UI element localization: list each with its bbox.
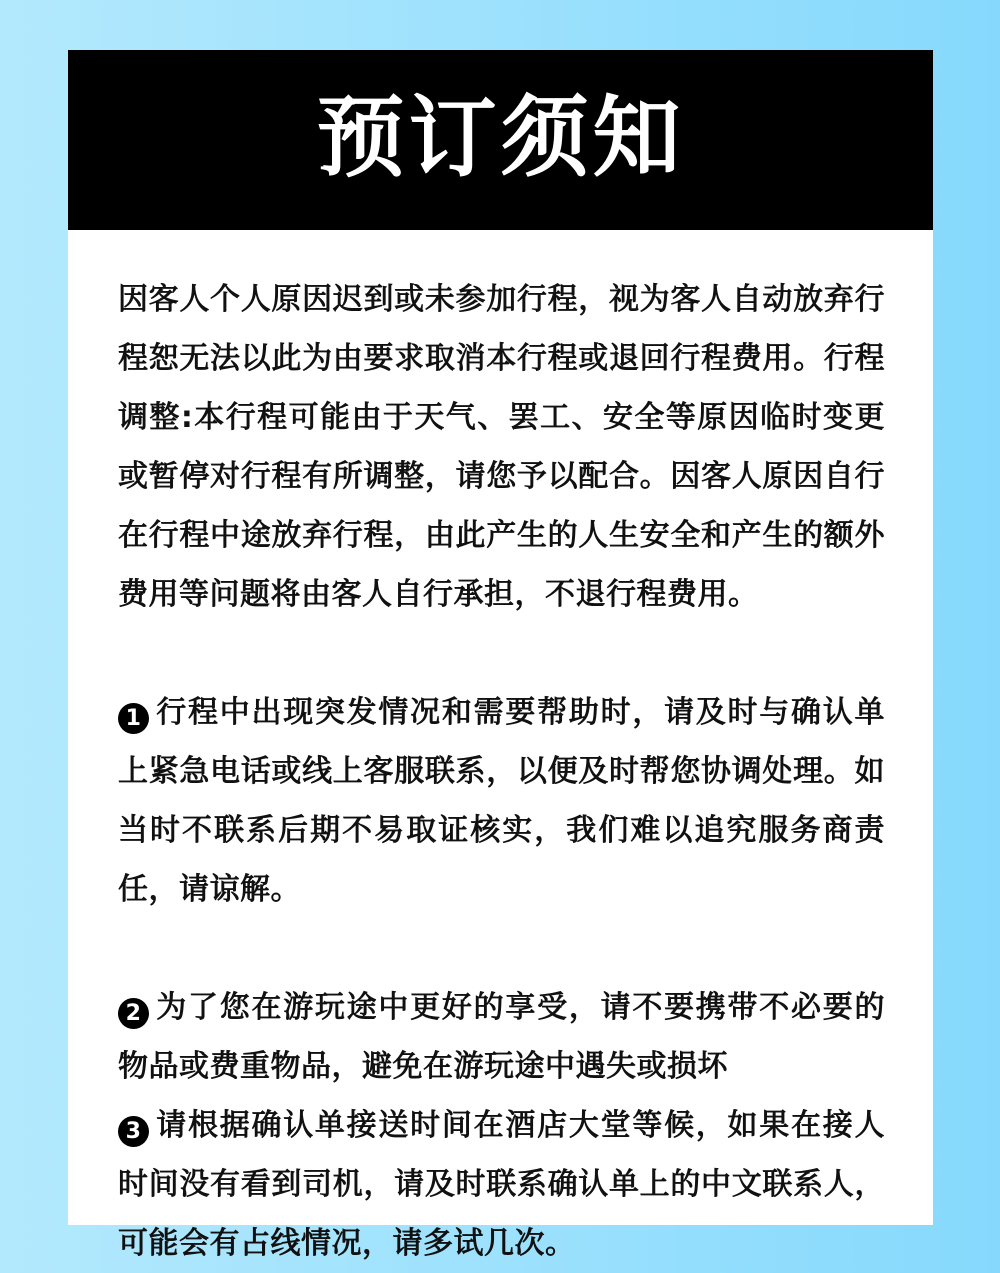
notice-item-1 bbox=[118, 683, 885, 919]
paragraph-spacer bbox=[118, 624, 885, 683]
number-1-icon: 1 bbox=[118, 703, 149, 734]
notice-item-2 bbox=[118, 978, 885, 1096]
notice-item-3 bbox=[118, 1096, 885, 1273]
notice-card bbox=[68, 50, 933, 1261]
intro-paragraph: 因客人个人原因迟到或未参加行程，视为客人自动放弃行程恕无法以此为由要求取消本行程或退回行程费用。行程调整:本行程可能由于天气、罢工、安全等原因临时变更或暂停对行程有所调整，请您予以配合。因客人原因自行在行程中途放弃行程，由此产生的人生安全和产生的额外费用等问题将由客人自行承担，不退行程费用。 bbox=[118, 282, 885, 612]
number-3-icon: 3 bbox=[118, 1116, 149, 1147]
notice-item-3-text: 请根据确认单接送时间在酒店大堂等候，如果在接人时间没有看到司机，请及时联系确认单上的中文联系人，可能会有占线情况，请多试几次。 bbox=[118, 1108, 885, 1261]
card-header bbox=[68, 50, 933, 230]
number-2-icon: 2 bbox=[118, 998, 149, 1029]
notice-item-1-text: 行程中出现突发情况和需要帮助时，请及时与确认单上紧急电话或线上客服联系，以便及时帮您协调处理。如当时不联系后期不易取证核实，我们难以追究服务商责任，请谅解。 bbox=[118, 695, 885, 907]
notice-item-2-text: 为了您在游玩途中更好的享受，请不要携带不必要的物品或费重物品，避免在游玩途中遇失或损坏 bbox=[118, 990, 885, 1084]
card-body bbox=[68, 230, 933, 1273]
paragraph-spacer bbox=[118, 919, 885, 978]
page-title: 预订须知 bbox=[316, 86, 685, 189]
